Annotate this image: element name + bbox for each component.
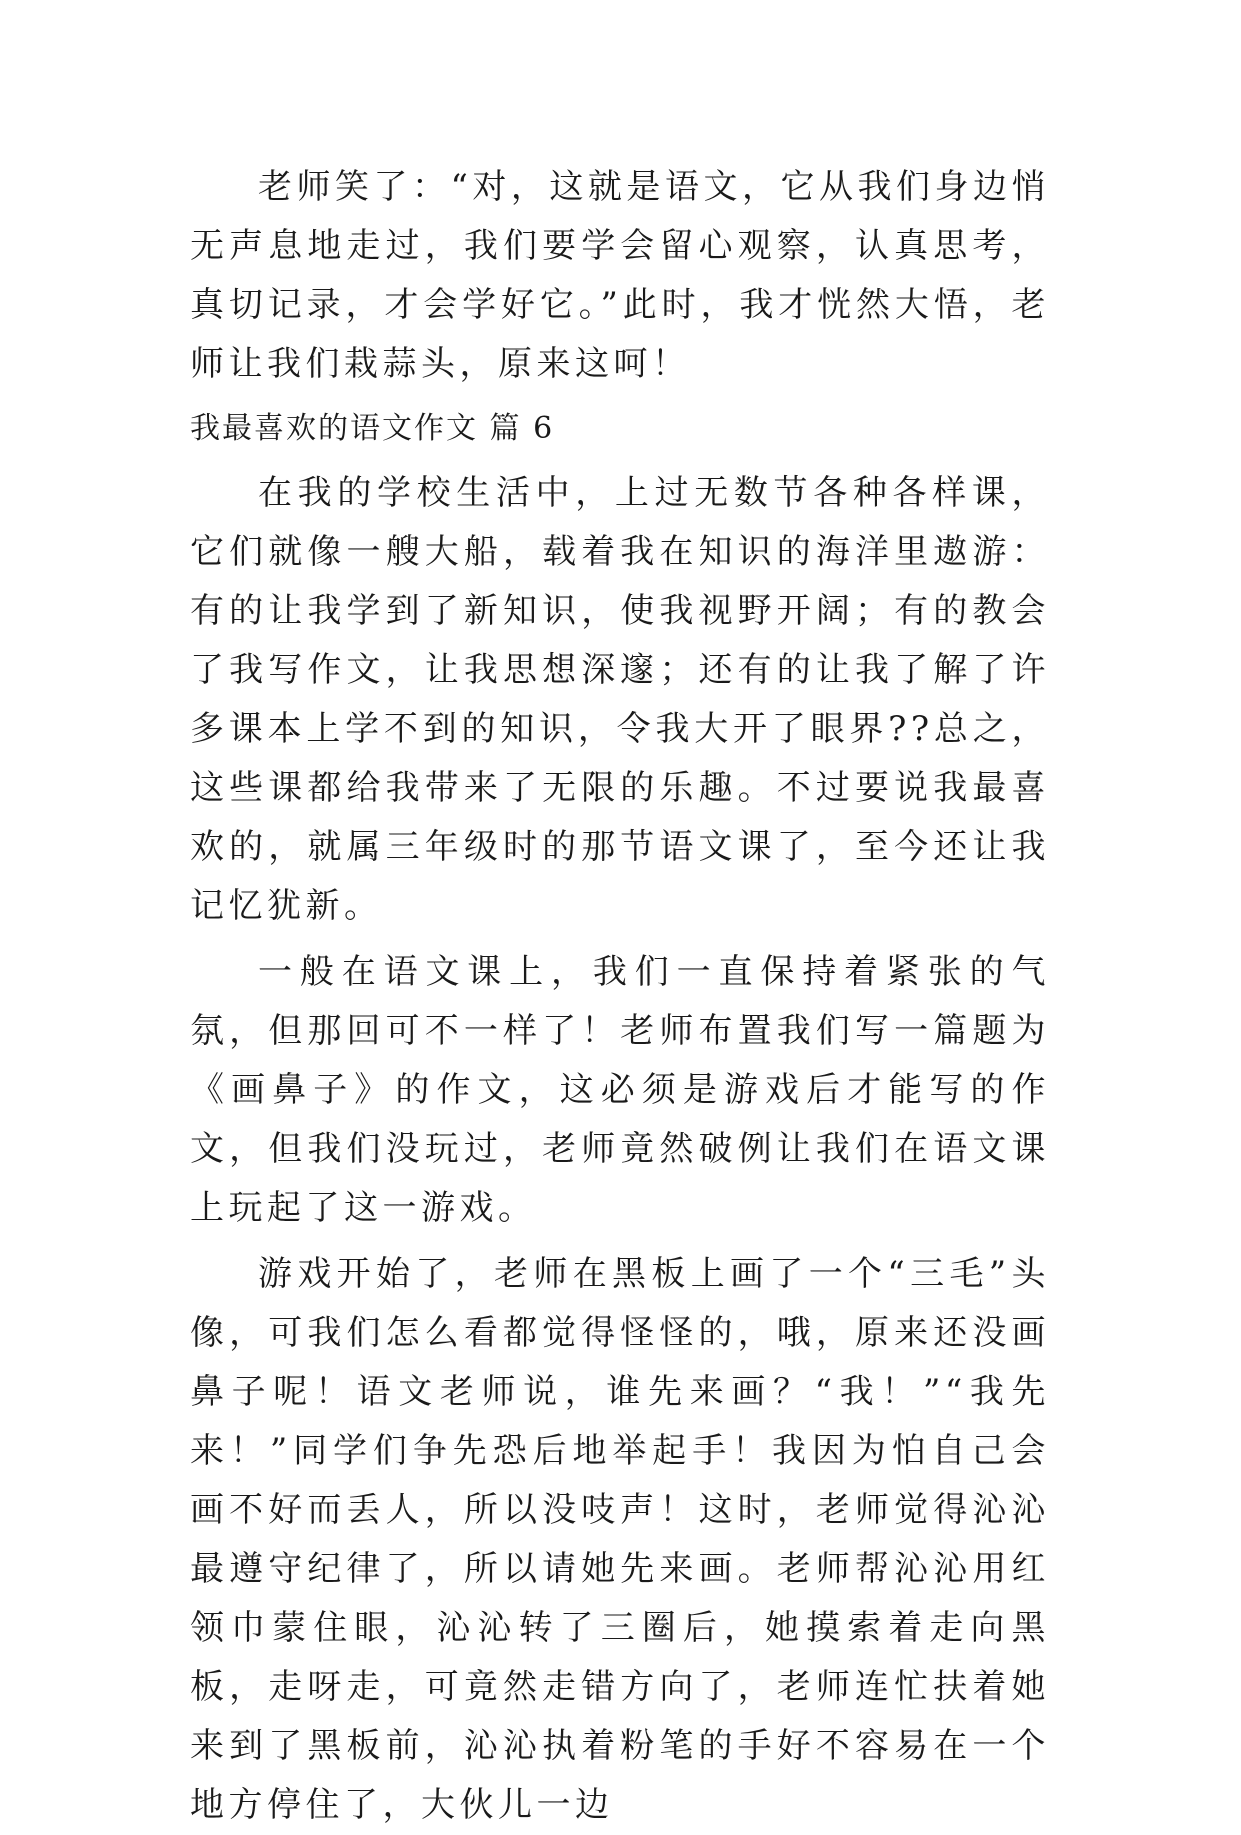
paragraph-teacher-quote: 老师笑了：“对，这就是语文，它从我们身边悄无声息地走过，我们要学会留心观察，认真思考，真切记录，才会学好它。”此时，我才恍然大悟，老师让我们栽蒜头，原来这呵！: [190, 167, 1050, 384]
paragraph-game-start: 游戏开始了，老师在黑板上画了一个“三毛”头像，可我们怎么看都觉得怪怪的，哦，原来还没画鼻子呢！语文老师说，谁先来画？“我！”“我先来！”同学们争先恐后地举起手！我因为怕自己会画不好而丢人，所以没吱声！这时，老师觉得沁沁最遵守纪律了，所以请她先来画。老师帮沁沁用红领巾蒙住眼，沁沁转了三圈后，她摸索着走向黑板，走呀走，可竟然走错方向了，老师连忙扶着她来到了黑板前，沁沁执着粉笔的手好不容易在一个地方停住了，大伙儿一边: [190, 1254, 1050, 1825]
section-heading: 我最喜欢的语文作文 篇 6: [190, 411, 555, 446]
document-body: [190, 158, 1050, 1835]
paragraph-school-life: 在我的学校生活中，上过无数节各种各样课，它们就像一艘大船，载着我在知识的海洋里遨游：有的让我学到了新知识，使我视野开阔；有的教会了我写作文，让我思想深邃；还有的让我了解了许多课本上学不到的知识，令我大开了眼界??总之，这些课都给我带来了无限的乐趣。不过要说我最喜欢的，就属三年级时的那节语文课了，至今还让我记忆犹新。: [190, 473, 1050, 926]
paragraph-chinese-class: 一般在语文课上，我们一直保持着紧张的气氛，但那回可不一样了！老师布置我们写一篇题为《画鼻子》的作文，这必须是游戏后才能写的作文，但我们没玩过，老师竟然破例让我们在语文课上玩起了这一游戏。: [190, 952, 1050, 1228]
